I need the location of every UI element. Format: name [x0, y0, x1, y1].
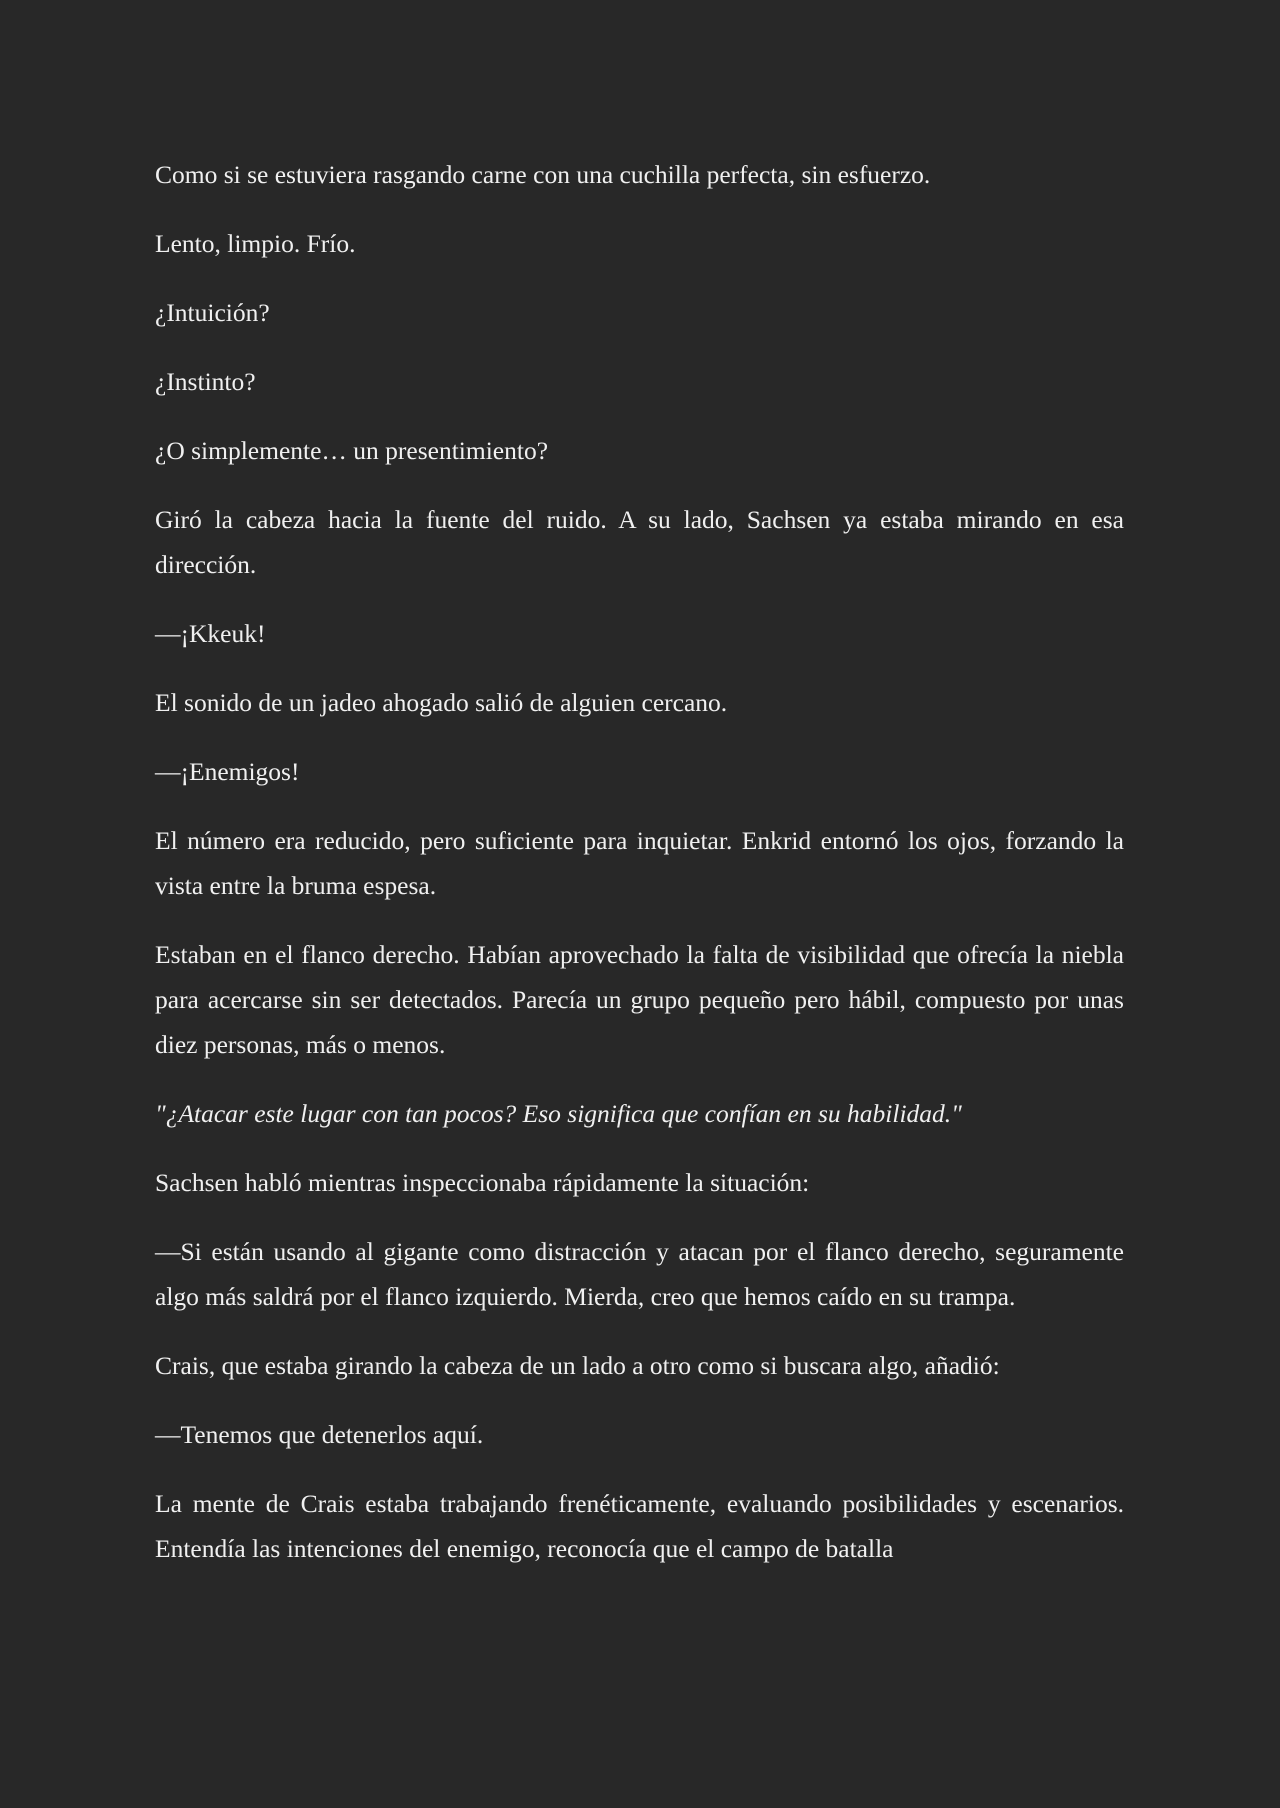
paragraph: —Si están usando al gigante como distracción y atacan por el flanco derecho, seguramente algo más saldrá por el flanco izquierdo. Mierda, creo que hemos caído en su trampa.	[155, 1237, 1124, 1311]
paragraph: La mente de Crais estaba trabajando frenéticamente, evaluando posibilidades y escenarios. Entendía las intenciones del enemigo, reconocía que el campo de batalla	[155, 1489, 1124, 1563]
paragraph: Como si se estuviera rasgando carne con una cuchilla perfecta, sin esfuerzo.	[155, 160, 931, 189]
paragraph: ¿Intuición?	[155, 298, 270, 327]
paragraph: Lento, limpio. Frío.	[155, 229, 356, 258]
paragraph: —Tenemos que detenerlos aquí.	[155, 1420, 484, 1449]
paragraph: Sachsen habló mientras inspeccionaba rápidamente la situación:	[155, 1168, 810, 1197]
paragraph: Estaban en el flanco derecho. Habían aprovechado la falta de visibilidad que ofrecía la niebla para acercarse sin ser detectados. Parecía un grupo pequeño pero hábil, compuesto por unas diez personas, más o menos.	[155, 940, 1124, 1059]
paragraph: ¿Instinto?	[155, 367, 256, 396]
italic-thought-paragraph: "¿Atacar este lugar con tan pocos? Eso significa que confían en su habilidad."	[155, 1099, 962, 1128]
paragraph: Crais, que estaba girando la cabeza de un lado a otro como si buscara algo, añadió:	[155, 1351, 1000, 1380]
paragraph: —¡Enemigos!	[155, 757, 300, 786]
reader-content	[155, 152, 1124, 1595]
paragraph: —¡Kkeuk!	[155, 619, 266, 648]
paragraph: El sonido de un jadeo ahogado salió de alguien cercano.	[155, 688, 728, 717]
paragraph: ¿O simplemente… un presentimiento?	[155, 436, 549, 465]
paragraph: El número era reducido, pero suficiente para inquietar. Enkrid entornó los ojos, forzando la vista entre la bruma espesa.	[155, 826, 1124, 900]
paragraph: Giró la cabeza hacia la fuente del ruido. A su lado, Sachsen ya estaba mirando en esa dirección.	[155, 505, 1124, 579]
